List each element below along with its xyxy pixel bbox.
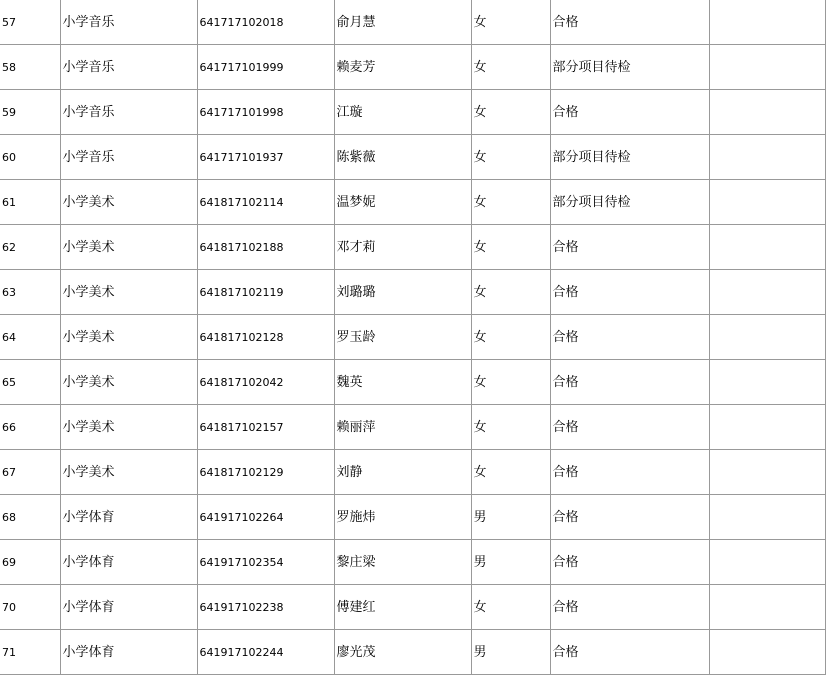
candidate-name-cell: 魏英 <box>334 360 471 405</box>
result-cell: 合格 <box>550 315 709 360</box>
result-cell: 部分项目待检 <box>550 45 709 90</box>
table-row <box>0 225 825 270</box>
row-number-cell: 71 <box>0 630 60 675</box>
gender-cell: 女 <box>471 405 550 450</box>
candidate-name-cell: 温梦妮 <box>334 180 471 225</box>
subject-cell: 小学美术 <box>60 405 197 450</box>
gender-cell: 女 <box>471 135 550 180</box>
table-row <box>0 90 825 135</box>
row-number-cell: 58 <box>0 45 60 90</box>
row-number-cell: 65 <box>0 360 60 405</box>
subject-cell: 小学音乐 <box>60 45 197 90</box>
row-number-cell: 64 <box>0 315 60 360</box>
result-cell: 合格 <box>550 585 709 630</box>
table-row <box>0 495 825 540</box>
candidate-name-cell: 赖丽萍 <box>334 405 471 450</box>
candidate-name-cell: 傅建红 <box>334 585 471 630</box>
remark-cell <box>709 135 825 180</box>
candidate-name-cell: 俞月慧 <box>334 0 471 45</box>
subject-cell: 小学音乐 <box>60 135 197 180</box>
row-number-cell: 67 <box>0 450 60 495</box>
result-cell: 合格 <box>550 630 709 675</box>
gender-cell: 女 <box>471 0 550 45</box>
subject-cell: 小学体育 <box>60 495 197 540</box>
row-number-cell: 69 <box>0 540 60 585</box>
remark-cell <box>709 225 825 270</box>
table-row <box>0 135 825 180</box>
remark-cell <box>709 540 825 585</box>
result-cell: 合格 <box>550 225 709 270</box>
exam-id-cell: 641817102188 <box>197 225 334 270</box>
row-number-cell: 61 <box>0 180 60 225</box>
gender-cell: 女 <box>471 90 550 135</box>
result-cell: 合格 <box>550 90 709 135</box>
result-cell: 部分项目待检 <box>550 180 709 225</box>
row-number-cell: 59 <box>0 90 60 135</box>
gender-cell: 女 <box>471 315 550 360</box>
remark-cell <box>709 630 825 675</box>
gender-cell: 女 <box>471 45 550 90</box>
table-row <box>0 360 825 405</box>
candidate-name-cell: 刘璐璐 <box>334 270 471 315</box>
remark-cell <box>709 360 825 405</box>
exam-id-cell: 641917102244 <box>197 630 334 675</box>
subject-cell: 小学体育 <box>60 630 197 675</box>
row-number-cell: 70 <box>0 585 60 630</box>
result-cell: 合格 <box>550 495 709 540</box>
remark-cell <box>709 0 825 45</box>
exam-id-cell: 641717101999 <box>197 45 334 90</box>
gender-cell: 女 <box>471 225 550 270</box>
row-number-cell: 68 <box>0 495 60 540</box>
exam-id-cell: 641717102018 <box>197 0 334 45</box>
table-row <box>0 450 825 495</box>
table-row <box>0 585 825 630</box>
result-cell: 合格 <box>550 270 709 315</box>
result-cell: 合格 <box>550 360 709 405</box>
subject-cell: 小学美术 <box>60 180 197 225</box>
table-row <box>0 630 825 675</box>
candidate-name-cell: 江璇 <box>334 90 471 135</box>
remark-cell <box>709 495 825 540</box>
candidate-name-cell: 陈紫薇 <box>334 135 471 180</box>
candidate-name-cell: 刘静 <box>334 450 471 495</box>
remark-cell <box>709 315 825 360</box>
exam-id-cell: 641717101998 <box>197 90 334 135</box>
table-row <box>0 405 825 450</box>
remark-cell <box>709 270 825 315</box>
exam-id-cell: 641817102119 <box>197 270 334 315</box>
subject-cell: 小学音乐 <box>60 0 197 45</box>
row-number-cell: 63 <box>0 270 60 315</box>
table-row <box>0 180 825 225</box>
result-cell: 部分项目待检 <box>550 135 709 180</box>
subject-cell: 小学体育 <box>60 540 197 585</box>
candidate-name-cell: 邓才莉 <box>334 225 471 270</box>
exam-id-cell: 641817102157 <box>197 405 334 450</box>
exam-id-cell: 641917102354 <box>197 540 334 585</box>
candidate-name-cell: 罗施炜 <box>334 495 471 540</box>
result-cell: 合格 <box>550 540 709 585</box>
candidate-name-cell: 廖光茂 <box>334 630 471 675</box>
exam-id-cell: 641817102129 <box>197 450 334 495</box>
subject-cell: 小学音乐 <box>60 90 197 135</box>
table-row <box>0 270 825 315</box>
row-number-cell: 60 <box>0 135 60 180</box>
exam-id-cell: 641917102264 <box>197 495 334 540</box>
remark-cell <box>709 180 825 225</box>
result-cell: 合格 <box>550 0 709 45</box>
candidate-name-cell: 罗玉龄 <box>334 315 471 360</box>
result-cell: 合格 <box>550 450 709 495</box>
subject-cell: 小学美术 <box>60 360 197 405</box>
remark-cell <box>709 405 825 450</box>
remark-cell <box>709 90 825 135</box>
table-row <box>0 540 825 585</box>
gender-cell: 女 <box>471 585 550 630</box>
candidate-name-cell: 赖麦芳 <box>334 45 471 90</box>
table-row <box>0 45 825 90</box>
subject-cell: 小学美术 <box>60 450 197 495</box>
remark-cell <box>709 585 825 630</box>
gender-cell: 男 <box>471 540 550 585</box>
subject-cell: 小学美术 <box>60 225 197 270</box>
exam-id-cell: 641717101937 <box>197 135 334 180</box>
subject-cell: 小学美术 <box>60 270 197 315</box>
row-number-cell: 62 <box>0 225 60 270</box>
gender-cell: 女 <box>471 450 550 495</box>
gender-cell: 男 <box>471 630 550 675</box>
table-row <box>0 0 825 45</box>
subject-cell: 小学体育 <box>60 585 197 630</box>
gender-cell: 女 <box>471 270 550 315</box>
row-number-cell: 66 <box>0 405 60 450</box>
exam-id-cell: 641917102238 <box>197 585 334 630</box>
exam-id-cell: 641817102114 <box>197 180 334 225</box>
gender-cell: 男 <box>471 495 550 540</box>
row-number-cell: 57 <box>0 0 60 45</box>
gender-cell: 女 <box>471 180 550 225</box>
remark-cell <box>709 45 825 90</box>
remark-cell <box>709 450 825 495</box>
gender-cell: 女 <box>471 360 550 405</box>
result-cell: 合格 <box>550 405 709 450</box>
exam-id-cell: 641817102042 <box>197 360 334 405</box>
table-row <box>0 315 825 360</box>
candidate-name-cell: 黎庄梁 <box>334 540 471 585</box>
subject-cell: 小学美术 <box>60 315 197 360</box>
exam-id-cell: 641817102128 <box>197 315 334 360</box>
